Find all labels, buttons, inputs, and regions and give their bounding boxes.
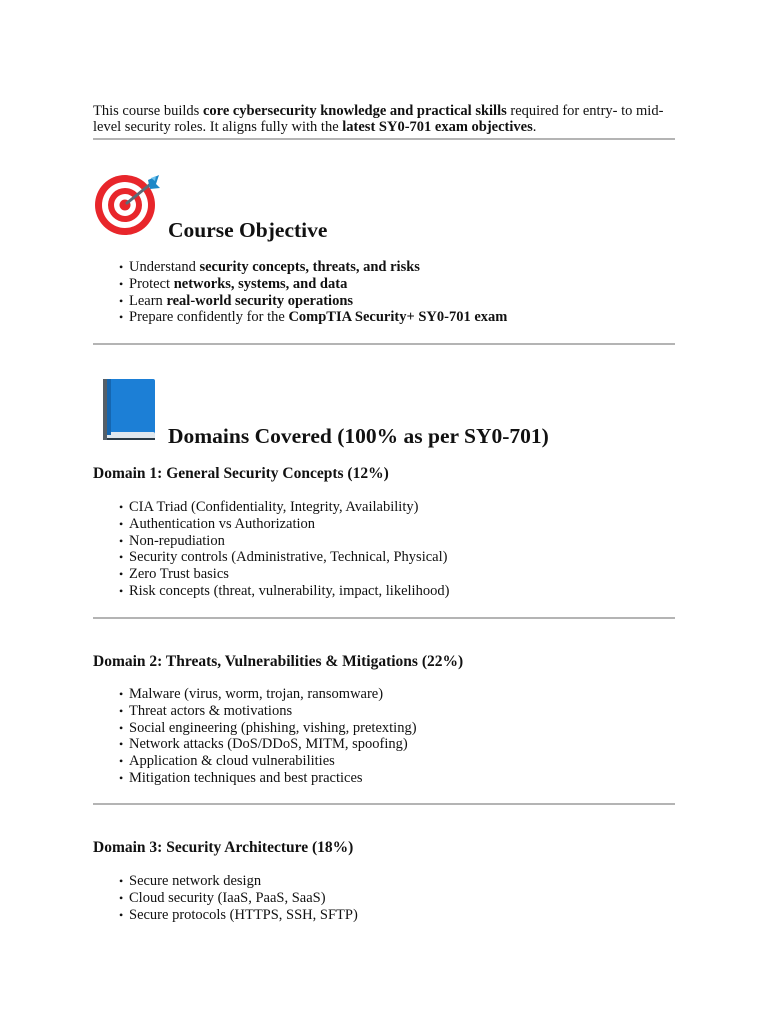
divider bbox=[93, 138, 675, 140]
item-bold: CompTIA Security+ SY0-701 exam bbox=[288, 309, 508, 326]
intro-text-2: required for entry- to mid-level security roles. It aligns fully with the bbox=[93, 102, 664, 135]
domain-3-heading: Domain 3: Security Architecture (18%) bbox=[93, 839, 354, 856]
domains-title: Domains Covered (100% as per SY0-701) bbox=[168, 424, 549, 448]
list-item: • Zero Trust basics bbox=[129, 566, 449, 583]
list-item bbox=[129, 276, 507, 293]
item-text: Learn bbox=[129, 292, 167, 309]
divider bbox=[93, 803, 675, 805]
divider bbox=[93, 343, 675, 345]
list-item: • Threat actors & motivations bbox=[129, 703, 417, 720]
item-bold: networks, systems, and data bbox=[173, 275, 348, 292]
list-item: • Cloud security (IaaS, PaaS, SaaS) bbox=[129, 890, 358, 907]
list-item: • Risk concepts (threat, vulnerability, impact, likelihood) bbox=[129, 583, 449, 600]
intro-paragraph bbox=[93, 103, 675, 136]
domain-1-list bbox=[93, 499, 449, 600]
list-item: • Security controls (Administrative, Technical, Physical) bbox=[129, 549, 449, 566]
intro-text-3: . bbox=[532, 119, 537, 135]
list-item: • Non-repudiation bbox=[129, 533, 449, 550]
intro-bold-2: latest SY0-701 exam objectives bbox=[342, 119, 533, 135]
list-item: • Malware (virus, worm, trojan, ransomware) bbox=[129, 686, 417, 703]
blue-book-icon bbox=[99, 376, 159, 449]
list-item bbox=[129, 259, 507, 276]
list-item: • Social engineering (phishing, vishing, pretexting) bbox=[129, 720, 417, 737]
item-text: Understand bbox=[129, 259, 200, 275]
list-item: • Application & cloud vulnerabilities bbox=[129, 753, 417, 770]
item-text: Protect bbox=[129, 275, 174, 292]
domain-3-list bbox=[93, 873, 358, 923]
list-item: • Authentication vs Authorization bbox=[129, 516, 449, 533]
domain-2-list bbox=[93, 686, 417, 787]
item-bold: security concepts, threats, and risks bbox=[199, 259, 420, 275]
domain-2-heading: Domain 2: Threats, Vulnerabilities & Mitigations (22%) bbox=[93, 653, 464, 670]
item-text: Prepare confidently for the bbox=[129, 309, 289, 326]
objective-title: Course Objective bbox=[168, 218, 328, 242]
list-item: • Network attacks (DoS/DDoS, MITM, spoofing) bbox=[129, 736, 417, 753]
list-item: • CIA Triad (Confidentiality, Integrity, Availability) bbox=[129, 499, 449, 516]
intro-bold-1: core cybersecurity knowledge and practical skills bbox=[202, 102, 507, 119]
list-item: • Secure network design bbox=[129, 873, 358, 890]
list-item: • Mitigation techniques and best practices bbox=[129, 770, 417, 787]
divider bbox=[93, 617, 675, 619]
domain-1-heading: Domain 1: General Security Concepts (12%) bbox=[93, 465, 389, 482]
item-bold: real-world security operations bbox=[166, 292, 354, 309]
target-icon bbox=[93, 172, 163, 241]
list-item: • Secure protocols (HTTPS, SSH, SFTP) bbox=[129, 907, 358, 924]
objective-list bbox=[93, 259, 507, 326]
intro-text-1: This course builds bbox=[93, 102, 203, 119]
list-item bbox=[129, 309, 507, 326]
list-item bbox=[129, 293, 507, 310]
